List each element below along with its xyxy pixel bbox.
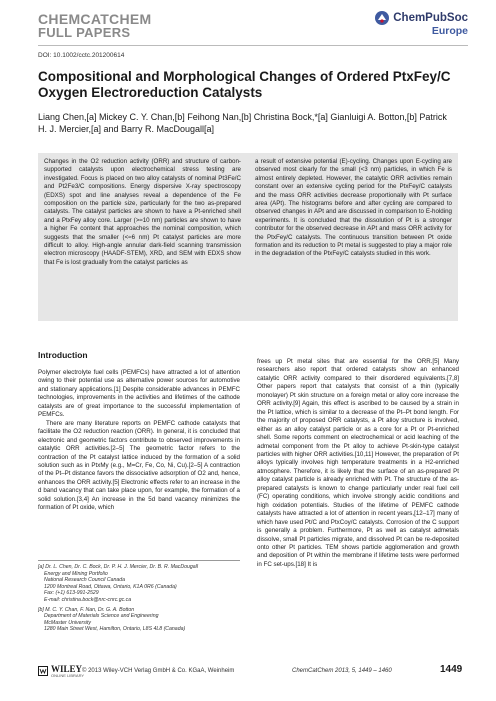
citation: ChemCatChem 2013, 5, 1449 – 1460	[292, 668, 392, 674]
affiliation-line: [a] Dr. L. Chen, Dr. C. Bock, Dr. P. H. J. Mercier, Dr. B. R. MacDougall	[38, 564, 198, 570]
journal-name: CHEMCATCHEM	[38, 11, 152, 27]
affiliation-line: National Research Council Canada	[44, 577, 126, 584]
abstract-column-2: a result of extensive potential (E)-cycling. Changes upon E-cycling are observed most clearly for the small (<3 nm) particles, in which Fe is almost entirely depleted. However, the catalytic ORR activities remain constant over an extensive cycling period for the PtxFey/C catalysts and the mass ORR activities decrease proportionally with Pt surface area (APt). The histograms before and after cycling are compared to observed changes in APt and are discussed in comparison to E-holding experiments. It is concluded that the dissolution of Pt is a stronger contributor for the observed decrease in APt and mass ORR activity for the PtxFey/C catalysts. The continuous transition between Pt oxide formation and its reduction to Pt metal is suggested to play a major role in the degradation of the PtxFey/C catalysts studied in this work.	[255, 158, 452, 258]
abstract-column-1: Changes in the O2 reduction activity (ORR) and structure of carbon-supported catalysts upon electrochemical stress testing are investigated. Focus is placed on two alloy catalysts of nominal Pt3Fe/C and Pt2Fe3/C compositions. Energy dispersive X-ray spectroscopy (EDXS) spot and line analyses reveal a dependence of the Fe composition on the particle size, particularly for the two as-prepared catalysts. The catalyst particles are shown to have a Pt-enriched shell and a PtxFey alloy core. Larger (>≈10 nm) particles are shown to have a higher Fe content that approaches the nominal composition, which suggests that the smaller (<≈6 nm) Pt catalyst particles are more difficult to alloy. High-angle annular dark-field scanning transmission electron microscopy (HAADF-STEM), XRD, and SEM with EDXS show that Fe is lost gradually from the catalyst particles as	[44, 158, 241, 266]
publisher-logo	[374, 10, 468, 37]
affiliations	[38, 564, 240, 633]
doi[interactable]: DOI: 10.1002/cctc.201200614	[38, 52, 125, 59]
section-label: FULL PAPERS	[38, 25, 131, 40]
body-column-1	[38, 369, 240, 513]
affiliation-line: Fax: (+1) 613-991-2529	[44, 590, 99, 597]
wiley-logo	[38, 664, 84, 678]
affiliation-line: 1200 Montreal Road, Ottawa, Ontario, K1A 0R6 (Canada)	[44, 583, 177, 590]
affiliation-line: 1280 Main Street West, Hamilton, Ontario, L8S 4L8 (Canada)	[44, 626, 186, 633]
affiliation-line: Energy and Mining Portfolio	[44, 570, 108, 577]
chempubsoc-logo-icon	[374, 10, 390, 26]
affiliation-line: [b] M. C. Y. Chan, F. Nan, Dr. G. A. Botton	[38, 606, 135, 613]
publisher-name: ChemPubSoc	[393, 12, 468, 24]
affiliation-divider	[38, 560, 240, 561]
publisher-region: Europe	[431, 25, 468, 37]
body-column-2	[257, 358, 459, 693]
wiley-wordmark: WILEY	[51, 664, 83, 674]
journal-header	[38, 12, 151, 40]
paragraph: frees up Pt metal sites that are essential for the ORR.[5] Many researchers also report that ordered catalysts show an enhanced catalytic ORR activity compared to their disordered equivalents.[7,8] Other papers report that catalysts that consist of a thin (typically monolayer) Pt skin structure on a foreign metal or alloy core increase the ORR activity.[9] Again, this effect is ascribed to be caused by a strain in the Pt lattice, which is similar to a decrease of the Pt–Pt bond length. For the majority of proposed ORR catalysts, a Pt alloy structure is involved, either as an alloy catalyst particle or as a core for a Pt or Pt-enriched shell. Some reports comment on electrochemical or acid leaching of the admetal component from the Pt alloy to achieve Pt-skin-type catalyst particles with higher ORR activities.[10,11] However, the preparation of Pt alloys typically involves high temperature treatments in a H2-enriched atmosphere. Therefore, it is likely that the surface of an as-prepared Pt alloy catalyst particle is already enriched with Pt. The structure of the as-prepared catalysts is known to change particularly under real fuel cell (FC) operating conditions, which involve strongly acidic conditions and high oxidation potentials. Studies of the lifetime of PEMFC cathode catalysts have attracted a lot of attention in recent years,[12–17] many of which have used Pt/C and PtxCoy/C catalysts. Corrosion of the C support is generally a problem. Furthermore, Pt as well as catalyst admetals dissolve, small Pt particles migrate, and dissolved Pt can be re-deposited onto other Pt particles. TEM shows particle agglomeration and growth and deposition of Pt within the membrane if lifetime tests were performed in FC set-ups.[18] It is	[257, 358, 459, 568]
abstract-box	[38, 153, 458, 321]
section-heading: Introduction	[38, 350, 88, 360]
wiley-mark-icon	[38, 666, 48, 676]
online-library-label: ONLINE LIBRARY	[51, 673, 85, 678]
header-divider	[38, 45, 468, 46]
affiliation-line: McMaster University	[44, 619, 91, 626]
paragraph: Polymer electrolyte fuel cells (PEMFCs) have attracted a lot of attention owing to their potential use as alternative power sources for automotive and stationary applications.[1] Despite considerable advances in PEMFC technologies, improvements in the activities and lifetimes of the cathode catalysts are of great importance to the successful implementation of PEMFCs.	[38, 369, 240, 419]
copyright: © 2013 Wiley-VCH Verlag GmbH & Co. KGaA, Weinheim	[82, 668, 235, 674]
affiliation-email[interactable]: E-mail: christina.bock@nrc-cnrc.gc.ca	[44, 596, 132, 603]
affiliation-line: Department of Materials Science and Engineering	[44, 613, 159, 620]
paragraph: There are many literature reports on PEMFC cathode catalysts that facilitate the O2 reduction reaction (ORR). In general, it is concluded that electronic and geometric factors contribute to observed improvements in catalytic ORR activities.[2–5] The geometric factor refers to the contraction of the Pt catalyst lattice induced by the formation of a solid solution such as in PtxMy (e.g., M=Cr, Fe, Co, Ni, Cu).[2–5] A contraction of the Pt–Pt distance favors the dissociative adsorption of O2 and, hence, enhances the ORR activity.[5] Electronic effects refer to an increase in the d band vacancy that can take place upon, for example, the formation of a solid solution.[3,4] An increase in the 5d band vacancy minimizes the formation of Pt oxide, which	[38, 419, 240, 512]
article-title: Compositional and Morphological Changes of Ordered PtxFey/C Oxygen Electroreduction Catalysts	[38, 69, 451, 100]
author-list: Liang Chen,[a] Mickey C. Y. Chan,[b] Feihong Nan,[b] Christina Bock,*[a] Gianluigi A. Botton,[b] Patrick H. J. Mercier,[a] and Barry R. MacDougall[a]	[38, 112, 447, 134]
page-number: 1449	[440, 664, 463, 675]
